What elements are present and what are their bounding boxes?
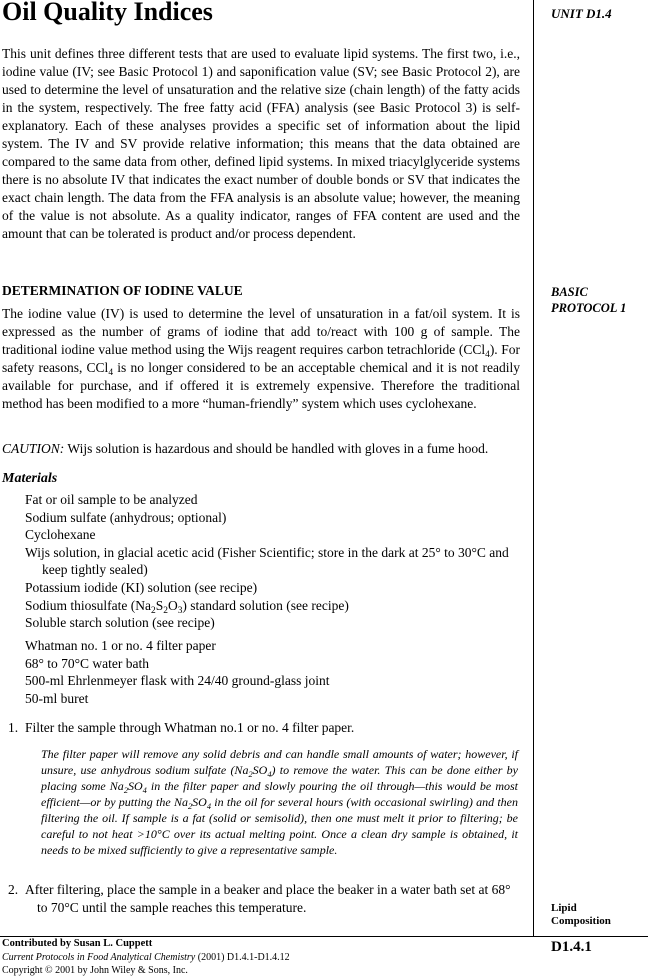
thio-part-c: O [167,597,178,613]
section-label-line-2: Composition [551,915,611,927]
basic-protocol-label [551,284,647,316]
material-item-thiosulfate [25,597,520,615]
note-part-c: ) to remove the water. This can be done either by placing some Na [41,763,519,793]
section-label [551,902,611,928]
material-item: Whatman no. 1 or no. 4 filter paper [25,638,216,653]
thio-part-d: ) standard solution (see recipe) [182,597,349,613]
note-part-a: The filter paper will remove any solid debris and can handle small amounts of water; however, if unsure, use anhydrous sodium sulfate (Na [41,747,518,777]
step-2-text: After filtering, place the sample in a beaker and place the beaker in a water bath set at 68° to 70°C until the sample reaches this temperature. [25,882,511,915]
thio-part-b: S [155,597,164,613]
side-label-line-1: BASIC [551,285,588,299]
p1-part-b: ). For safety reasons, CCl [2,342,521,375]
step-1-note [41,746,518,858]
note-sub-1: 2 [248,770,253,779]
iodine-intro-paragraph [2,305,520,413]
note-part-f: SO [192,795,207,809]
p1-subscript-1: 4 [485,350,490,360]
material-item: 500-ml Ehrlenmeyer flask with 24/40 ground-glass joint [25,673,330,689]
side-label-line-2: PROTOCOL 1 [551,301,627,315]
note-sub-4: 4 [142,786,147,795]
caution-text: Wijs solution is hazardous and should be handled with gloves in a fume hood. [64,441,489,456]
note-part-d: SO [128,779,143,793]
journal-name: Current Protocols in Food Analytical Chemistry [2,952,196,963]
copyright-line: Copyright © 2001 by John Wiley & Sons, Inc. [2,965,188,976]
p1-part-c: is no longer considered to be an acceptable chemical and it is not readily available for purchase, and if offered it is extremely expensive. Therefore the traditional method has been modified to a more “human-friendly” system which uses cyclohexane. [2,360,521,411]
material-item: Soluble starch solution (see recipe) [25,615,215,631]
step-1-text: Filter the sample through Whatman no.1 or no. 4 filter paper. [25,720,355,735]
note-part-b: SO [252,763,268,777]
materials-heading: Materials [2,471,58,486]
step-2-number: 2. [8,882,19,897]
step-1 [2,719,520,737]
material-item: Fat or oil sample to be analyzed [25,492,198,507]
thio-sub-1: 2 [150,605,156,616]
note-sub-2: 4 [267,770,272,779]
material-item: 50-ml buret [25,690,89,706]
page-title: Oil Quality Indices [2,0,213,26]
material-item: Sodium sulfate (anhydrous; optional) [25,509,227,525]
note-sub-5: 2 [187,802,193,811]
section-heading: DETERMINATION OF IODINE VALUE [2,283,243,298]
note-sub-6: 4 [206,802,211,811]
material-item: Potassium iodide (KI) solution (see recipe) [25,579,258,595]
p1-subscript-2: 4 [108,368,114,378]
column-divider [533,0,534,936]
caution-label: CAUTION: [2,441,65,456]
thio-sub-2: 2 [163,605,168,616]
materials-list-1 [25,491,520,632]
step-1-number: 1. [8,720,19,735]
contributor-line: Contributed by Susan L. Cuppett [2,938,153,949]
section-label-line-1: Lipid [551,902,577,914]
thio-part-a: Sodium thiosulfate (Na [25,597,151,613]
note-part-g: in the oil for several hours (with occasional swirling) and then filtering the oil. If sample is a fat (solid or semisolid), then one must melt it prior to filtering; be careful to not heat >10°C over its actual melting point. Once a clean dry sample is obtained, it needs to be mixed sufficiently to give a representative sample. [41,795,518,857]
material-item: 68° to 70°C water bath [25,655,150,671]
material-item: Cyclohexane [25,527,96,543]
citation-line [2,951,290,964]
step-2 [2,881,520,917]
unit-label: UNIT D1.4 [551,6,612,21]
page-number: D1.4.1 [551,939,592,955]
note-sub-3: 2 [123,786,128,795]
thio-sub-3: 3 [177,605,183,616]
citation-pages: (2001) D1.4.1-D1.4.12 [195,952,290,963]
note-part-e: in the filter paper and slowly pouring the oil through—this would be most efficient—or by putting the Na [41,779,518,809]
materials-list-2 [25,637,520,707]
intro-paragraph: This unit defines three different tests that are used to evaluate lipid systems. The first two, i.e., iodine value (IV; see Basic Protocol 1) and saponification value (SV; see Basic Protocol 2), are used to determine the level of unsaturation and the relative size (chain length) of the fatty acids in the system, respectively. The free fatty acid (FFA) analysis (see Basic Protocol 3) is self-explanatory. Each of these analyses provides a specific set of information about the lipid system. The IV and SV provide relative information; this means that the data obtained are compared to the same data from other, defined lipid systems. In mixed triacylglyceride systems there is no absolute IV that indicates the exact number of double bonds or SV that indicates the exact chain length. The data from the FFA analysis is an absolute value; however, the meaning of the value is not absolute. As a quality indicator, ranges of FFA content are used and the amount that can be tolerated is product and/or process dependent. [2,46,520,241]
material-item: Wijs solution, in glacial acetic acid (Fisher Scientific; store in the dark at 25° to 30°C and keep tightly sealed) [25,544,509,578]
caution-paragraph [2,440,520,458]
p1-part-a: The iodine value (IV) is used to determine the level of unsaturation in a fat/oil system. It is expressed as the number of grams of iodine that add to/react with 100 g of sample. The traditional iodine value method using the Wijs reagent requires carbon tetrachloride (CCl [2,306,520,357]
